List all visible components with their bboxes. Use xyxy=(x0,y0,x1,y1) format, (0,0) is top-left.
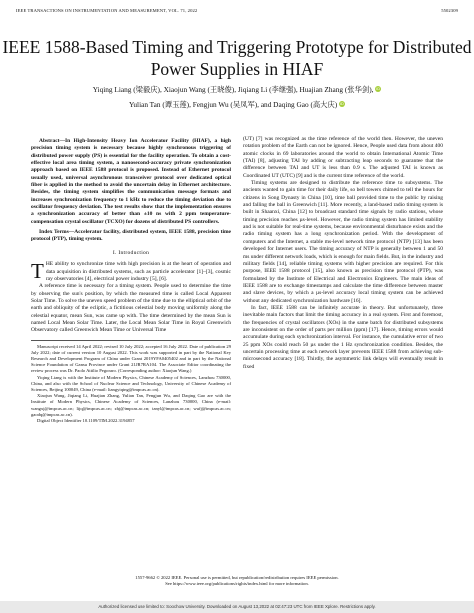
index-terms: Index Terms—Accelerator facility, distributed system, IEEE 1588, precision time protocol (PTP), timing system. xyxy=(31,229,231,243)
copyright-notice xyxy=(0,575,474,588)
body-paragraph-3: In fact, IEEE 1588 can be infinitely accurate in theory. But unfortunately, three inevitable main factors that limit the timing accuracy in a real system. First and foremost, the frequencies of crystal oscillators (XOs) in the same batch for distributed subsystems are inconsistent on the order of parts per million (ppm) [17]. Hence, timing errors would accumulate during each synchronization interval. For instance, the cumulative error of two 25 ppm XOs could reach 50 µs under the 1 Hz synchronization condition. Besides, the uncertain processing time at each network layer prevents IEEE 1588 from achieving sub-microsecond accuracy [18]. Thirdly, the asymmetric link delays will eventually result in fixed xyxy=(243,304,443,370)
author-list xyxy=(40,82,434,112)
orcid-icon[interactable]: iD xyxy=(376,86,381,91)
body-paragraph-2: Timing systems are designed to distribute the reference time to subsystems. The ancients wanted to gain time for their daily life, so bell towers chimed to tell the hours for citizens in Song Dynasty in China [10], time ball provided time to the public by raising and falling the ball in Greenwich [11]. More recently, a land-based radio timing system is built in Shaanxi, China [12] to broadcast standard time signals by radio stations, whose timing precision reaches µs-level. However, the radio timing system has limited stability and is not suitable for real-time systems, because environmental disturbance exists and the radio timing system has a long synchronization period. With the development of computers and the Internet, a stable ms-level network time protocol (NTP) [13] has been developed for Internet users. The timing accuracy of NTP is generally between 1 and 50 ms under different network loads, which is enough for main fields. But, in the industry and military fields [14], reliable timing systems with higher precision are required. For this purpose, IEEE 1588 protocol [15], also known as precision time protocol (PTP), was formulated by the Institute of Electrical and Electronics Engineers. The main ideas of IEEE 1588 are to exchange timestamps and calculate the time difference between master and slave devices, by which a µs-level accuracy local timing system can be achieved without any dedicated synchronization hardware [16]. xyxy=(243,180,444,304)
footnotes xyxy=(31,340,231,425)
copyright-line: 1557-9662 © 2022 IEEE. Personal use is permitted, but republication/redistribution requires IEEE permission. xyxy=(135,575,339,580)
abstract: Abstract—In High-Intensity Heavy Ion Accelerator Facility (HIAF), a high precision timing system is necessary because highly synchronous triggering of distributed power supply (PS) is essential for the facility operation. To obtain a cost-effective local area timing system, a nanosecond-accuracy private synchronization approach based on IEEE 1588 protocol is proposed. Instead of Ethernet protocol usually used, universal asynchronous transceiver protocol over dedicated optical fiber is applied in the method to avoid the uncertain delay in Ethernet architecture. Besides, the timing system simplifies the communication message formats and increases synchronization frequency to 1 kHz to reduce the timing deviation due to oscillator frequency deviation. The test results show that the implementation ensures a synchronization accuracy of better than ±10 ns with 2 ppm temperature-compensation crystal oscillator (TCXO) for dozens of distributed PS controllers. xyxy=(31,138,231,225)
article-number: 5502309 xyxy=(441,8,458,13)
section-heading: I. Introduction xyxy=(112,249,150,256)
running-header xyxy=(16,8,458,13)
authors-line-1: Yiqing Liang (梁毅庆), Xiaojun Wang (王晓俊), Jiqiang Li (李继强), Huajian Zhang (张华剑), iD xyxy=(92,85,381,94)
license-banner: Authorized licensed use limited to: Soochow University. Downloaded on August 13,2022 at 02:47:23 UTC from IEEE Xplore. Restrictions apply. xyxy=(0,601,474,613)
right-column xyxy=(243,136,443,371)
footnote-doi[interactable]: Digital Object Identifier 10.1109/TIM.2022.3194857 xyxy=(37,418,135,424)
drop-cap: T xyxy=(31,259,44,284)
intro-paragraph-2: A reference time is necessary for a timing system. People used to determine the time by observing the sun's position, by which the measured time is called Local Apparent Solar Time. To solve the uneven speed problem of the time due to the elliptical orbit of the earth and obliquity of the ecliptic, a fictitious celestial body moving uniformly along the celestial equator, mean Sun, was came up with. The time determined by the mean Sun is named Local Mean Solar Time. Later, the Local Mean Solar Time in Royal Greenwich Observatory called Greenwich Mean Time or Universal Time xyxy=(31,283,231,334)
paper-title: IEEE 1588-Based Timing and Triggering Prototype for Distributed Power Supplies in HIAF xyxy=(2,37,472,79)
left-column xyxy=(31,138,231,424)
footnote-manuscript: Manuscript received 14 April 2022; revised 10 July 2022; accepted 16 July 2022. Date of publication 29 July 2022; date of current version 10 August 2022. This work was supported in part by the National Key Research and Development Program of China under Grant 2019YFA0405402 and in part by the National Science Foundation of Gansu Province under Grant 21JR7RA104. The Associate Editor coordinating the review process was Dr. Paolo Attilio Pegoraro. (Corresponding author: Xiaojun Wang.) xyxy=(31,343,231,374)
footnote-affiliation-1: Yiqing Liang is with the Institute of Modern Physics, Chinese Academy of Sciences, Lanzhou 730000, China, and also with the School of Nuclear Science and Technology, University of Chinese Academy of Sciences, Beijing 100049, China (e-mail: liangyiqing@impcas.ac.cn). xyxy=(31,374,231,393)
journal-name: IEEE TRANSACTIONS ON INSTRUMENTATION AND MEASUREMENT, VOL. 71, 2022 xyxy=(16,8,198,13)
intro-paragraph-1: T HE ability to synchronize time with high precision is at the heart of operation and data acquisition in distributed systems, such as particle accelerator [1]–[3], cosmic ray observatories [4], electrical power industry [5], [6]. xyxy=(31,259,231,284)
authors-line-2: Yulian Tan (谭玉莲), Fengjun Wu (吴凤军), and Daqing Gao (高大庆) iD xyxy=(128,100,344,109)
body-paragraph-1: (UT) [7] was recognized as the time reference of the world then. However, the uneven rotation problem of the Earth can not be ignored. Hence, People used data from about 400 atomic clocks in 69 laboratories around the world to obtain International Atomic Time (TAI) [8], adjusting TAI by adding or subtracting leap seconds to guarantee that the difference between TAI and UT is less than 0.9 s. The adjusted TAI is known as Coordinated UT (UTC) [9] and is the current time reference of the world. xyxy=(243,136,443,179)
footnote-affiliation-2: Xiaojun Wang, Jiqiang Li, Huajian Zhang, Yulian Tan, Fengjun Wu, and Daqing Gao are with the Institute of Modern Physics, Chinese Academy of Sciences, Lanzhou 730000, China (e-mail: wangxj@impcas.ac.cn; lijq@impcas.ac.cn; zhj@impcas.ac.cn; tanyl@impcas.ac.cn; wufj@impcas.ac.cn; gaodq@impcas.ac.cn). xyxy=(31,393,231,417)
rights-link[interactable]: See https://www.ieee.org/publications/rights/index.html for more information. xyxy=(165,581,309,587)
orcid-icon[interactable]: iD xyxy=(340,101,344,106)
